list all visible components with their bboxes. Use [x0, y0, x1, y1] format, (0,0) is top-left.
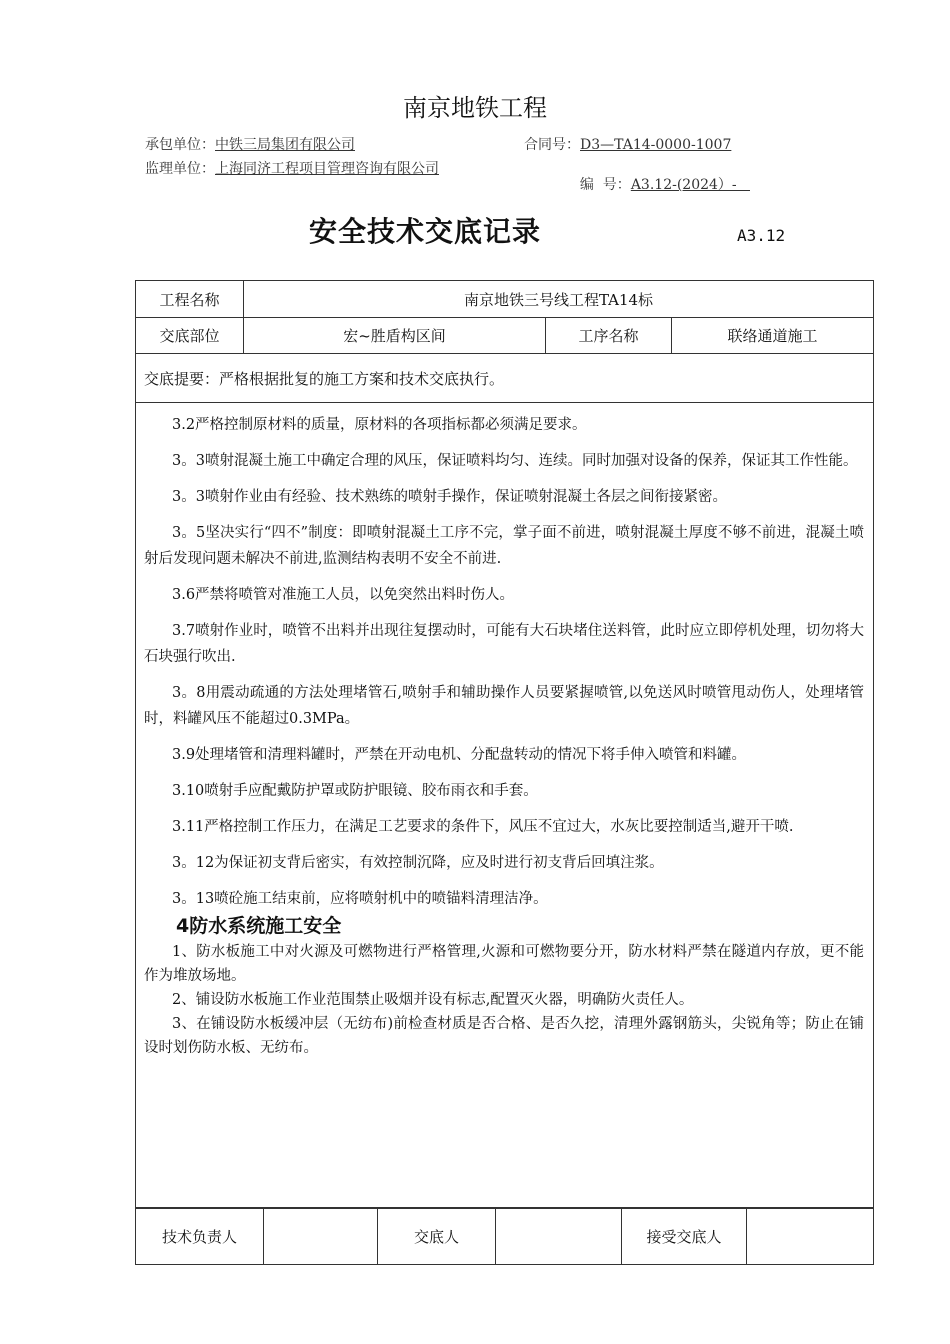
receiver-signature-field[interactable] [747, 1208, 874, 1265]
contractor-label: 承包单位： [145, 137, 215, 153]
supervisor-value: 上海同济工程项目管理咨询有限公司 [215, 161, 439, 177]
serial-value: A3.12-(2024）- [630, 177, 750, 193]
section-4-title: 4防水系统施工安全 [176, 915, 342, 937]
section-4-item-3: 3、在铺设防水板缓冲层（无纺布)前检查材质是否合格、是否久挖，清理外露钢筋头，尖锐角等；防止在铺设时划伤防水板、无纺布。 [144, 1016, 864, 1056]
paragraph-3-9: 3.9处理堵管和清理料罐时，严禁在开动电机、分配盘转动的情况下将手伸入喷管和料罐。 [172, 747, 747, 763]
contractor-value: 中铁三局集团有限公司 [215, 137, 355, 153]
content-body [136, 402, 872, 1208]
process-label: 工序名称 [546, 318, 672, 354]
location-label: 交底部位 [136, 318, 244, 354]
paragraph-3-3b: 3。3喷射作业由有经验、技术熟练的喷射手操作，保证喷射混凝土各层之间衔接紧密。 [172, 489, 727, 505]
discloser-signature-field[interactable] [496, 1208, 622, 1265]
paragraph-3-11: 3.11严格控制工作压力，在满足工艺要求的条件下，风压不宜过大，水灰比要控制适当,避开干喷. [172, 819, 794, 835]
project-title: 南京地铁工程 [403, 94, 547, 122]
discloser-label: 交底人 [378, 1208, 496, 1265]
contract-no-line [524, 134, 731, 154]
paragraph-3-10: 3.10喷射手应配戴防护罩或防护眼镜、胶布雨衣和手套。 [172, 783, 538, 799]
section-4-item-1: 1、防水板施工中对火源及可燃物进行严格管理,火源和可燃物要分开，防水材料严禁在隧道内存放，更不能作为堆放场地。 [144, 944, 864, 984]
form-title: 安全技术交底记录 [308, 215, 541, 248]
project-name-value: 南京地铁三号线工程TA14标 [244, 281, 874, 318]
tech-lead-signature-field[interactable] [264, 1208, 378, 1265]
paragraph-3-6: 3.6严禁将喷管对准施工人员，以免突然出料时伤人。 [172, 587, 515, 603]
supervisor-line [145, 158, 439, 178]
paragraph-3-5: 3。5坚决实行“四不”制度：即喷射混凝土工序不完，掌子面不前进，喷射混凝土厚度不够不前进，混凝土喷射后发现问题未解决不前进,监测结构表明不安全不前进. [144, 525, 864, 567]
contract-no-value: D3—TA14-0000-1007 [580, 137, 732, 153]
paragraph-3-8: 3。8用震动疏通的方法处理堵管石,喷射手和辅助操作人员要紧握喷管,以免送风时喷管甩动伤人，处理堵管时，料罐风压不能超过0.3MPa。 [144, 685, 864, 727]
paragraph-3-2: 3.2严格控制原材料的质量，原材料的各项指标都必须满足要求。 [172, 417, 587, 433]
section-4-item-2: 2、铺设防水板施工作业范围禁止吸烟并设有标志,配置灭火器，明确防火责任人。 [172, 992, 694, 1008]
process-value: 联络通道施工 [672, 318, 874, 354]
summary: 交底提要：严格根据批复的施工方案和技术交底执行。 [136, 354, 874, 403]
signature-table [135, 1207, 874, 1265]
form-code: A3.12 [737, 226, 786, 245]
location-value: 宏~胜盾构区间 [244, 318, 546, 354]
paragraph-3-12: 3。12为保证初支背后密实，有效控制沉降，应及时进行初支背后回填注浆。 [172, 855, 664, 871]
paragraph-3-3a: 3。3喷射混凝土施工中确定合理的风压，保证喷料均匀、连续。同时加强对设备的保养，保证其工作性能。 [172, 453, 858, 469]
serial-label: 编 号： [579, 177, 631, 193]
project-name-label: 工程名称 [136, 281, 244, 318]
paragraph-3-7: 3.7喷射作业时，喷管不出料并出现往复摆动时，可能有大石块堵住送料管，此时应立即停机处理，切勿将大石块强行吹出. [144, 623, 864, 665]
supervisor-label: 监理单位： [145, 161, 215, 177]
serial-line [571, 158, 750, 194]
receiver-label: 接受交底人 [622, 1208, 747, 1265]
tech-lead-label: 技术负责人 [136, 1208, 264, 1265]
contractor-line [145, 134, 355, 154]
contract-no-label: 合同号： [524, 137, 580, 153]
paragraph-3-13: 3。13喷砼施工结束前，应将喷射机中的喷锚料清理洁净。 [172, 891, 548, 907]
